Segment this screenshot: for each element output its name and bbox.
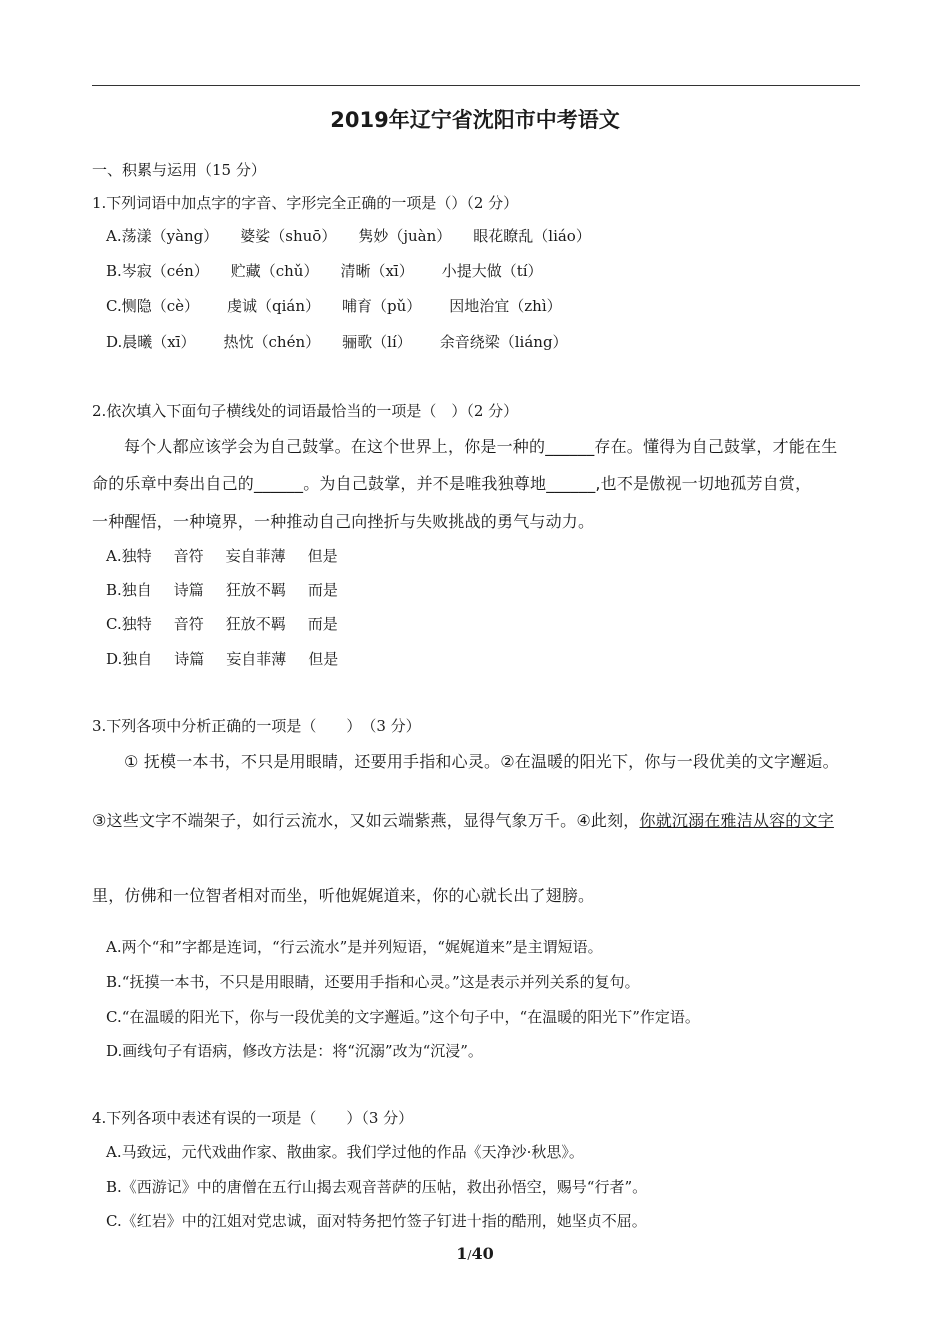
- question-4-option-a: A.马致远，元代戏曲作家、散曲家。我们学过他的作品《天净沙·秋思》。: [106, 1143, 584, 1161]
- question-2-option-d: D.独自 诗篇 妄自菲薄 但是: [106, 650, 339, 668]
- question-3-passage-line-1: ① 抚模一本书，不只是用眼睛，还要用手指和心灵。②在温暖的阳光下，你与一段优美的文字邂逅。: [124, 752, 839, 771]
- question-4-option-b: B.《西游记》中的唐僧在五行山揭去观音菩萨的压帖，救出孙悟空，赐号“行者”。: [106, 1178, 648, 1196]
- question-3-passage-line-3: 里，仿佛和一位智者相对而坐，听他娓娓道来，你的心就长出了翅膀。: [92, 886, 595, 905]
- question-3-stem: 3.下列各项中分析正确的一项是（ ） （3 分）: [92, 717, 421, 735]
- question-2-passage-line-3: 一种醒悟，一种境界，一种推动自己向挫折与失败挑战的勇气与动力。: [92, 512, 595, 531]
- question-2-passage-line-2: 命的乐章中奏出自己的______。为自己鼓掌，并不是唯我独尊地______,也不是傲视一切地孤芳自赏，: [92, 474, 812, 493]
- question-1-option-b: B.岑寂（cén） 贮藏（chǔ） 清晰（xī） 小提大做（tí）: [106, 262, 543, 280]
- question-3-option-d: D.画线句子有语病，修改方法是：将“沉溺”改为“沉浸”。: [106, 1042, 483, 1060]
- question-3-option-b: B.“抚摸一本书，不只是用眼睛，还要用手指和心灵。”这是表示并列关系的复句。: [106, 973, 640, 991]
- question-3-passage-line-2: ③这些文字不端架子，如行云流水，又如云端紫燕，显得气象万千。④此刻，你就沉溺在雅洁从容的文字: [92, 811, 834, 830]
- header-rule: [92, 85, 860, 86]
- page-number: 1/40: [456, 1244, 494, 1263]
- question-1-option-d: D.晨曦（xī） 热忱（chén） 骊歌（lí） 余音绕梁（liáng）: [106, 333, 568, 351]
- question-1-option-c: C.恻隐（cè） 虔诚（qián） 哺育（pǔ） 因地治宜（zhì）: [106, 297, 562, 315]
- section-heading: 一、积累与运用（15 分）: [92, 161, 266, 179]
- question-2-option-a: A.独特 音符 妄自菲薄 但是: [106, 547, 338, 565]
- question-2-option-c: C.独特 音符 狂放不羁 而是: [106, 615, 338, 633]
- question-2-passage-line-1: 每个人都应该学会为自己鼓掌。在这个世界上，你是一种的______存在。懂得为自己鼓掌，才能在生: [124, 437, 838, 456]
- page-title: 2019年辽宁省沈阳市中考语文: [330, 108, 620, 132]
- underlined-sentence: 你就沉溺在雅洁从容的文字: [639, 811, 834, 830]
- question-3-option-a: A.两个“和”字都是连词，“行云流水”是并列短语，“娓娓道来”是主谓短语。: [106, 938, 603, 956]
- question-4-option-c: C.《红岩》中的江姐对党忠诚，面对特务把竹签子钉进十指的酷刑，她坚贞不屈。: [106, 1212, 647, 1230]
- question-4-stem: 4.下列各项中表述有误的一项是（ ）（3 分）: [92, 1109, 414, 1127]
- question-2-stem: 2.依次填入下面句子横线处的词语最恰当的一项是（ ）（2 分）: [92, 402, 519, 420]
- question-1-option-a: A.荡漾（yàng） 婆娑（shuō） 隽妙（juàn） 眼花瞭乱（liáo）: [106, 227, 591, 245]
- question-2-option-b: B.独自 诗篇 狂放不羁 而是: [106, 581, 338, 599]
- question-3-option-c: C.“在温暖的阳光下，你与一段优美的文字邂逅。”这个句子中，“在温暖的阳光下”作定语。: [106, 1008, 700, 1026]
- question-1-stem: 1.下列词语中加点字的字音、字形完全正确的一项是（）（2 分）: [92, 194, 519, 212]
